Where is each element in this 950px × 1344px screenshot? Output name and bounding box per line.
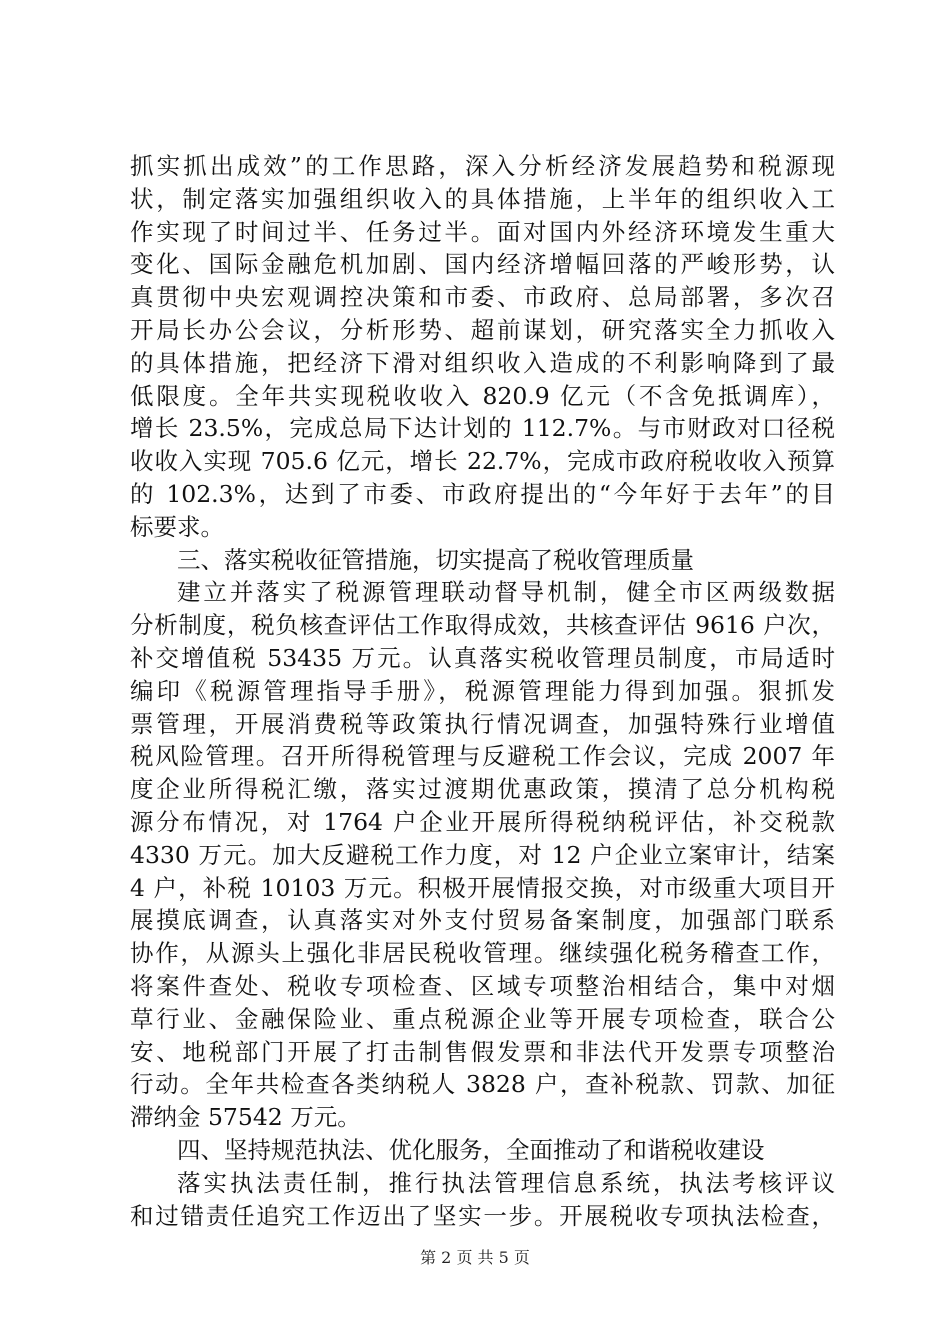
text-line: 抓实抓出成效”的工作思路，深入分析经济发展趋势和税源现 bbox=[130, 152, 835, 180]
text-line: 变化、国际金融危机加剧、国内经济增幅回落的严峻形势，认 bbox=[130, 250, 835, 279]
text-line: 度企业所得税汇缴，落实过渡期优惠政策，摸清了总分机构税 bbox=[130, 775, 835, 804]
text-line: 状，制定落实加强组织收入的具体措施，上半年的组织收入工 bbox=[130, 184, 835, 213]
text-line: 税风险管理。召开所得税管理与反避税工作会议，完成 2007 年 bbox=[130, 742, 835, 771]
text-line: 将案件查处、税收专项检查、区域专项整治相结合，集中对烟 bbox=[130, 971, 835, 1000]
text-line: 落实执法责任制，推行执法管理信息系统，执法考核评议 bbox=[177, 1168, 835, 1197]
text-line: 真贯彻中央宏观调控决策和市委、市政府、总局部署，多次召 bbox=[130, 283, 835, 312]
text-line: 的具体措施，把经济下滑对组织收入造成的不利影响降到了最 bbox=[130, 348, 835, 377]
text-line: 编印《税源管理指导手册》，税源管理能力得到加强。狠抓发 bbox=[130, 676, 835, 705]
text-line: 分析制度，税负核查评估工作取得成效，共核查评估 9616 户次， bbox=[130, 611, 835, 640]
text-line: 4330 万元。加大反避税工作力度，对 12 户企业立案审计，结案 bbox=[130, 840, 835, 869]
text-line: 展摸底调查，认真落实对外支付贸易备案制度，加强部门联系 bbox=[130, 906, 835, 935]
text-line: 安、地税部门开展了打击制售假发票和非法代开发票专项整治 bbox=[130, 1037, 835, 1066]
text-line: 草行业、金融保险业、重点税源企业等开展专项检查，联合公 bbox=[130, 1004, 835, 1033]
text-line: 4 户，补税 10103 万元。积极开展情报交换，对市级重大项目开 bbox=[130, 873, 835, 902]
text-line: 作实现了时间过半、任务过半。面对国内外经济环境发生重大 bbox=[130, 217, 835, 246]
page-footer: 第 2 页 共 5 页 bbox=[420, 1248, 530, 1267]
document-body bbox=[130, 150, 835, 1232]
text-line: 建立并落实了税源管理联动督导机制，健全市区两级数据 bbox=[177, 578, 835, 607]
text-line: 收收入实现 705.6 亿元，增长 22.7%，完成市政府税收收入预算 bbox=[130, 447, 835, 476]
text-line: 低限度。全年共实现税收收入 820.9 亿元（不含免抵调库）， bbox=[130, 381, 835, 410]
text-line: 补交增值税 53435 万元。认真落实税收管理员制度，市局适时 bbox=[130, 643, 835, 672]
text-line: 协作，从源头上强化非居民税收管理。继续强化税务稽查工作， bbox=[130, 939, 835, 968]
section-heading: 四、坚持规范执法、优化服务，全面推动了和谐税收建设 bbox=[177, 1135, 765, 1164]
text-line: 增长 23.5%，完成总局下达计划的 112.7%。与市财政对口径税 bbox=[130, 414, 835, 443]
text-line: 和过错责任追究工作迈出了坚实一步。开展税收专项执法检查， bbox=[130, 1201, 835, 1230]
text-line: 源分布情况，对 1764 户企业开展所得税纳税评估，补交税款 bbox=[130, 807, 835, 836]
text-line: 开局长办公会议，分析形势、超前谋划，研究落实全力抓收入 bbox=[130, 315, 835, 344]
text-line: 滞纳金 57542 万元。 bbox=[130, 1103, 361, 1132]
text-line: 票管理，开展消费税等政策执行情况调查，加强特殊行业增值 bbox=[130, 709, 835, 738]
section-heading: 三、落实税收征管措施，切实提高了税收管理质量 bbox=[177, 545, 694, 574]
text-line: 行动。全年共检查各类纳税人 3828 户，查补税款、罚款、加征 bbox=[130, 1070, 835, 1099]
text-line: 的 102.3%，达到了市委、市政府提出的“今年好于去年”的目 bbox=[130, 479, 835, 508]
text-line: 标要求。 bbox=[130, 512, 224, 541]
